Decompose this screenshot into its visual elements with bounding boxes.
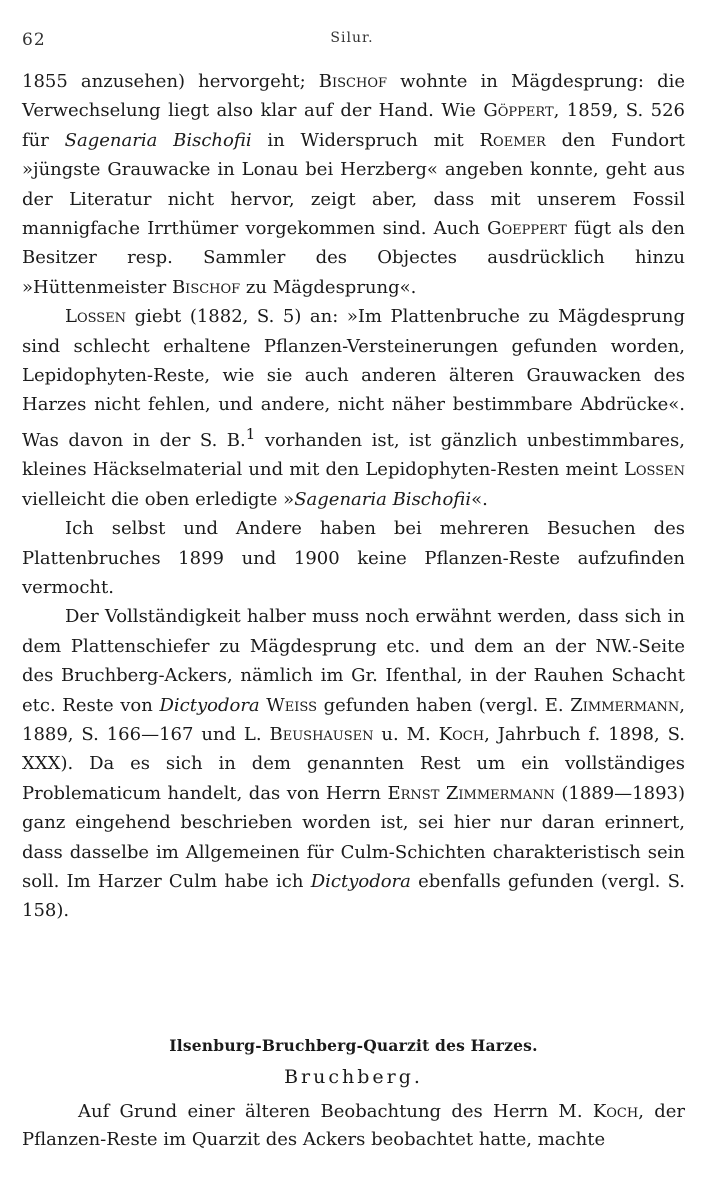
author-name: Ernst Zimmermann [387,782,555,804]
taxon-name: Sagenaria Bischofii [64,129,252,151]
paragraph-4: Der Vollständigkeit halber muss noch erwähnt werden, dass sich in dem Plattenschiefer zu Mägdesprung etc. und dem an der NW.-Seite des Bruchberg-Ackers, nämlich im Gr. Ifenthal, in der Rauhen Schacht etc. Reste von Dictyodora Weiss gefunden haben (vergl. E. Zimmermann, 1889, S. 166—167 und L. Beushausen u. M. Koch, Jahrbuch f. 1898, S. XXX). Da es sich in dem genannten Rest um ein vollständiges Problematicum handelt, das von Herrn Ernst Zimmermann (1889—1893) ganz eingehend beschrieben worden ist, sei hier nur daran erinnert, dass dasselbe im Allgemeinen für Culm-Schichten charakteristisch sein soll. Im Harzer Culm habe ich Dictyodora ebenfalls gefunden (vergl. S. 158). [22,606,686,922]
running-head: Silur. [330,30,374,46]
body-text [22,67,685,926]
author-name: Koch [438,723,485,745]
author-name: Koch [592,1101,639,1122]
author-name: Bischof [318,71,388,92]
page-number: 62 [22,30,46,50]
author-name: Zimmermann [570,694,680,716]
author-name: Lossen [623,459,685,481]
paragraph-3: Ich selbst und Andere haben bei mehreren Besuchen des Plattenbruches 1899 und 1900 keine Pflanzen-Reste aufzufinden vermocht. [22,518,685,598]
paragraph-1: 1855 anzusehen) hervorgeht; Bischof wohnte in Mägdesprung: die Verwechselung liegt also klar auf der Hand. Wie Göppert, 1859, S. 526 für Sagenaria Bischofii in Widerspruch mit Roemer den Fundort »jüngste Grauwacke in Lonau bei Herzberg« angeben konnte, geht aus der Literatur nicht hervor, zeigt aber, dass mit unserem Fossil mannigfache Irrthümer vorgekommen sind. Auch Goeppert fügt als den Besitzer resp. Sammler des Objectes ausdrücklich hinzu »Hüttenmeister Bischof zu Mägdesprung«. [22,71,685,298]
footnote-marker: 1 [245,424,256,443]
taxon-name: Sagenaria Bischofii [294,488,472,510]
page-header [22,30,682,52]
author-name: Lossen [65,306,127,328]
author-name: Weiss [266,694,318,716]
paragraph-2: Lossen giebt (1882, S. 5) an: »Im Plattenbruche zu Mägdesprung sind schlecht erhaltene Pflanzen-Versteinerungen gefunden worden, Lepidophyten-Reste, wie sie auch anderen älteren Grauwacken des Harzes nicht fehlen, und andere, nicht näher bestimmbare Abdrücke«. Was davon in der S. B.$^1$ vorhanden ist, ist gänzlich unbestimmbares, kleines Häckselmaterial und mit den Lepidophyten-Resten meint Lossen vielleicht die oben erledigte »Sagenaria Bischofii«. [22,306,686,510]
author-name: Göppert [483,100,554,122]
tail-text [22,1098,685,1154]
paragraph-5: Auf Grund einer älteren Beobachtung des Herrn M. Koch, der Pflanzen-Reste im Quarzit des Ackers beobachtet hatte, machte [22,1101,685,1150]
section-heading: Ilsenburg-Bruchberg-Quarzit des Harzes. [169,1036,538,1055]
author-name: Goeppert [487,218,567,240]
author-name: Roemer [479,129,546,151]
taxon-name: Dictyodora [310,870,411,892]
author-name: Beushausen [269,723,374,745]
taxon-name: Dictyodora [159,694,260,716]
author-name: Bischof [171,276,241,298]
subsection-heading: Bruchberg. [284,1066,423,1088]
